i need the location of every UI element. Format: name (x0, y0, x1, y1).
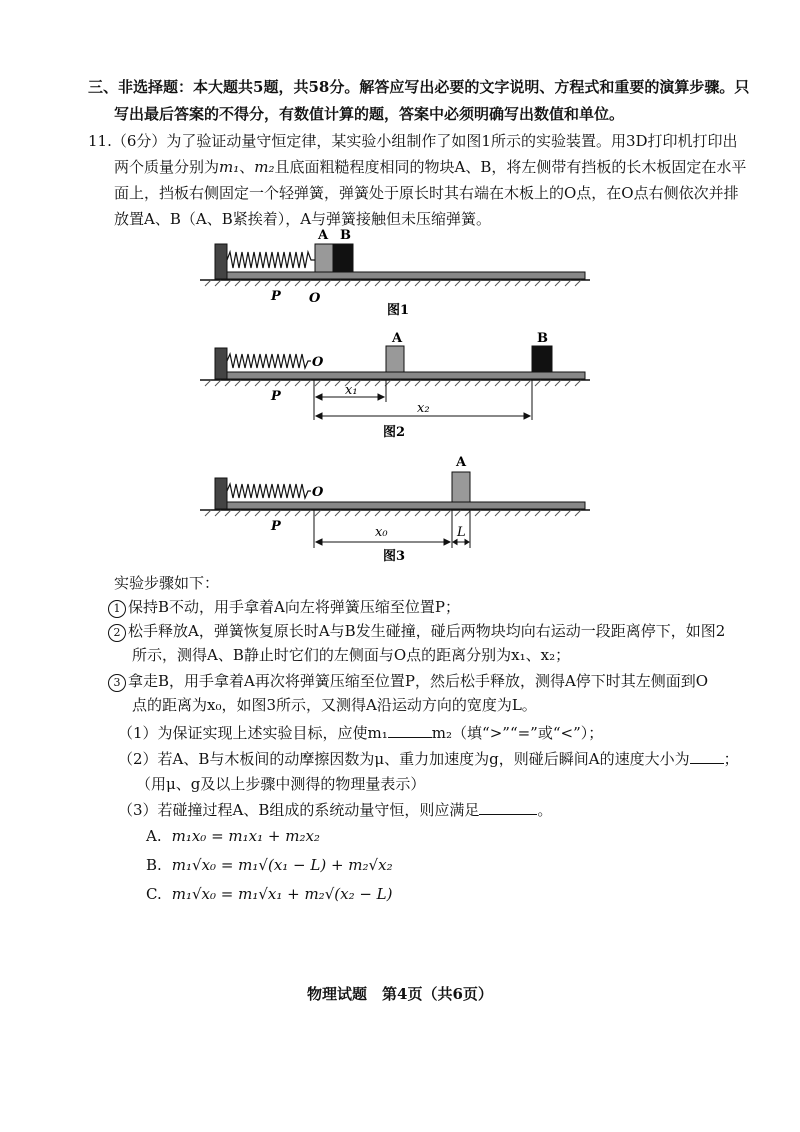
subquestion-2-a: （2）若A、B与木板间的动摩擦因数为μ、重力加速度为g，则碰后瞬间A的速度大小为 (118, 750, 690, 768)
label-L: L (457, 525, 466, 540)
spring (227, 354, 311, 368)
block-A (315, 244, 333, 272)
m1-symbol: m₁ (219, 158, 240, 176)
steps-heading: 实验步骤如下： (114, 574, 220, 592)
m2-symbol: m₂ (254, 158, 275, 176)
step-3-text-a: 拿走B，用手拿着A再次将弹簧压缩至位置P，然后松手释放，测得A停下时其左侧面到O (128, 672, 709, 690)
label-x2: x₂ (417, 401, 430, 416)
label-x0: x₀ (375, 525, 388, 540)
q11-number: 11. (88, 132, 112, 150)
q11-points: （6分） (111, 132, 167, 150)
q11-intro-a: 为了验证动量守恒定律，某实验小组制作了如图1所示的实验装置。用3D打印机打印出 (166, 132, 738, 150)
subquestion-2 (118, 748, 739, 769)
subquestion-3-a: （3）若碰撞过程A、B组成的系统动量守恒，则应满足 (118, 801, 480, 819)
label-P: P (271, 519, 281, 534)
label-O: O (312, 355, 324, 370)
step-2-text-a: 松手释放A，弹簧恢复原长时A与B发生碰撞，碰后两物块均向右运动一段距离停下，如图2 (128, 622, 726, 640)
step-3-line2: 点的距离为x₀，如图3所示，又测得A沿运动方向的宽度为L。 (132, 696, 537, 714)
subquestion-3-b: 。 (537, 801, 553, 819)
label-B: B (340, 228, 351, 243)
step-3-number: 3 (108, 674, 126, 692)
block-A (386, 346, 404, 372)
label-P: P (271, 389, 281, 404)
answer-blank-1[interactable] (388, 725, 432, 738)
figure-3 (195, 452, 595, 564)
label-O: O (312, 485, 324, 500)
block-A (452, 472, 470, 502)
option-C-text: m₁√x₀ = m₁√x₁ + m₂√(x₂ − L) (171, 885, 393, 903)
step-2-line1 (108, 620, 725, 642)
figure-1 (195, 222, 595, 318)
option-C-label: C. (146, 885, 162, 903)
step-3-line1 (108, 670, 708, 692)
block-B (532, 346, 552, 372)
q11-intro-line2 (114, 156, 746, 177)
step-2-line2: 所示，测得A、B静止时它们的左侧面与O点的距离分别为x₁、x₂； (132, 646, 571, 664)
spring (227, 484, 311, 498)
block-B (333, 244, 353, 272)
q11-intro-b1: 两个质量分别为 (114, 158, 220, 176)
q11-intro-line1 (88, 130, 738, 151)
subquestion-3 (118, 799, 552, 820)
figure-2 (195, 330, 595, 442)
subquestion-2-b: ； (723, 750, 739, 768)
label-A: A (392, 331, 403, 346)
subquestion-1-a: （1）为保证实现上述实验目标，应使m₁ (118, 724, 388, 742)
stopper (215, 244, 227, 279)
step-1 (108, 596, 460, 618)
spring (227, 252, 315, 268)
option-B[interactable] (146, 856, 393, 874)
option-A-label: A. (146, 827, 162, 845)
step-1-number: 1 (108, 600, 126, 618)
page-footer: 物理试题 第4页（共6页） (307, 985, 493, 1003)
q11-intro-b2: 且底面粗糙程度相同的物块A、B，将左侧带有挡板的长木板固定在水平 (274, 158, 747, 176)
step-1-text: 保持B不动，用手拿着A向左将弹簧压缩至位置P； (128, 598, 460, 616)
answer-blank-3[interactable] (479, 802, 537, 815)
figure-3-caption: 图3 (383, 549, 406, 564)
stopper (215, 478, 227, 509)
label-P: P (271, 289, 281, 304)
option-B-text: m₁√x₀ = m₁√(x₁ − L) + m₂√x₂ (171, 856, 393, 874)
label-O: O (309, 291, 321, 306)
q11-intro-line4: 放置A、B（A、B紧挨着），A与弹簧接触但未压缩弹簧。 (114, 210, 492, 228)
label-A: A (456, 455, 467, 470)
figure-1-caption: 图1 (387, 303, 410, 318)
step-2-number: 2 (108, 624, 126, 642)
answer-blank-2[interactable] (690, 751, 724, 764)
figure-2-caption: 图2 (383, 425, 406, 440)
label-x1: x₁ (345, 383, 358, 398)
label-B: B (537, 331, 548, 346)
section-heading-line1: 三、非选择题：本大题共5题，共58分。解答应写出必要的文字说明、方程式和重要的演算步骤。只 (88, 78, 750, 96)
stopper (215, 348, 227, 379)
section-heading-line2: 写出最后答案的不得分，有数值计算的题，答案中必须明确写出数值和单位。 (114, 105, 625, 123)
subquestion-2-hint: （用μ、g及以上步骤中测得的物理量表示） (136, 775, 426, 793)
option-C[interactable] (146, 885, 393, 903)
subquestion-1-b: m₂（填“>”“=”或“<”）； (431, 724, 604, 742)
option-A-text: m₁x₀ = m₁x₁ + m₂x₂ (171, 827, 320, 845)
subquestion-1 (118, 722, 603, 743)
option-A[interactable] (146, 827, 320, 845)
q11-intro-line3: 面上，挡板右侧固定一个轻弹簧，弹簧处于原长时其右端在木板上的O点，在O点右侧依次并排 (114, 184, 739, 202)
option-B-label: B. (146, 856, 162, 874)
label-A: A (318, 228, 329, 243)
separator: 、 (239, 158, 255, 176)
